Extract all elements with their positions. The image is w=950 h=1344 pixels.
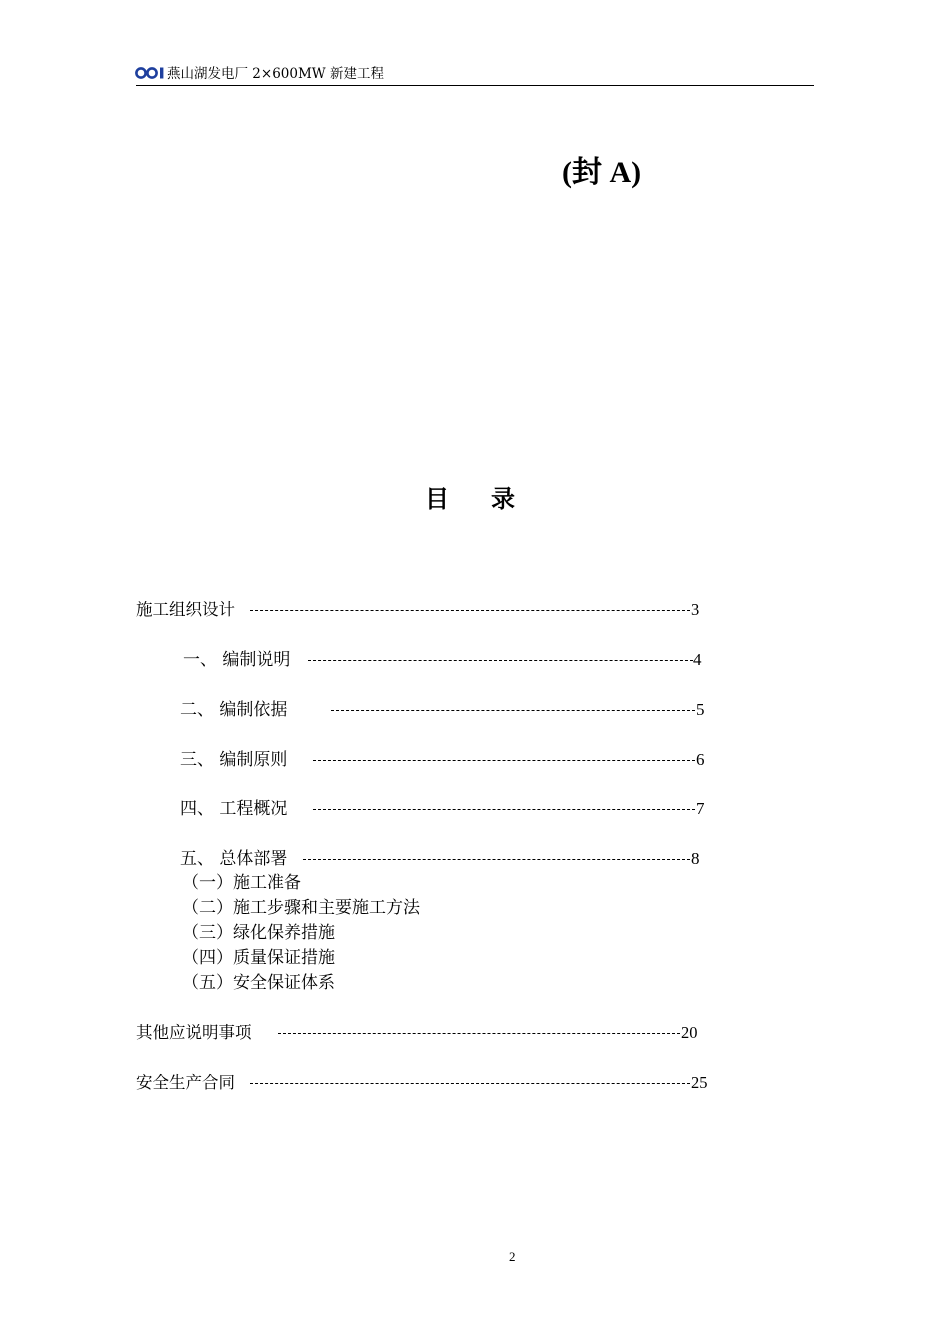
toc-leader: [308, 660, 693, 661]
toc-entry-page: 5: [696, 700, 705, 719]
toc-leader: [331, 710, 695, 711]
toc-entry: [180, 798, 710, 820]
toc-entry-label: 施工组织设计: [136, 600, 235, 619]
toc-leader: [313, 809, 695, 810]
toc-leader: [250, 610, 690, 611]
toc-entry-page: 7: [696, 799, 705, 818]
toc-subitem: （二）施工步骤和主要施工方法: [182, 898, 420, 918]
toc-entry-page: 8: [691, 849, 700, 868]
toc-entry: [136, 599, 706, 621]
toc-entry-page: 20: [681, 1023, 698, 1042]
header-title: 燕山湖发电厂 2×600MW 新建工程: [167, 66, 384, 82]
toc-leader: [250, 1083, 690, 1084]
toc-entry-label: 五、 总体部署: [180, 849, 288, 869]
toc-entry: [136, 1072, 716, 1094]
toc-entry-page: 6: [696, 750, 705, 769]
toc-subitem: （一）施工准备: [182, 873, 301, 893]
header-rule: [136, 85, 814, 86]
toc-entry-label: 四、 工程概况: [180, 799, 288, 819]
toc-title: 目录: [425, 485, 557, 513]
toc-entry: [180, 848, 705, 870]
cover-mark: (封 A): [562, 156, 642, 189]
toc-entry-label: 一、 编制说明: [183, 650, 291, 670]
toc-subitem: （五）安全保证体系: [182, 973, 335, 993]
toc-subitem: （三）绿化保养措施: [182, 923, 335, 943]
toc-entry-label: 安全生产合同: [136, 1073, 235, 1092]
page-number: 2: [509, 1249, 516, 1264]
toc-leader: [313, 760, 695, 761]
toc-leader: [278, 1033, 680, 1034]
toc-entry-label: 三、 编制原则: [180, 750, 288, 770]
toc-entry-page: 3: [691, 600, 700, 619]
toc-entry-page: 4: [693, 650, 702, 669]
toc-leader: [303, 859, 690, 860]
toc-entry: [180, 699, 710, 721]
toc-entry-label: 二、 编制依据: [180, 700, 288, 720]
toc-entry: [136, 1022, 711, 1044]
toc-entry: [183, 649, 708, 671]
company-logo: [135, 66, 168, 80]
toc-entry-page: 25: [691, 1073, 708, 1092]
toc-entry: [180, 749, 710, 771]
toc-entry-label: 其他应说明事项: [136, 1023, 252, 1042]
toc-subitem: （四）质量保证措施: [182, 948, 335, 968]
